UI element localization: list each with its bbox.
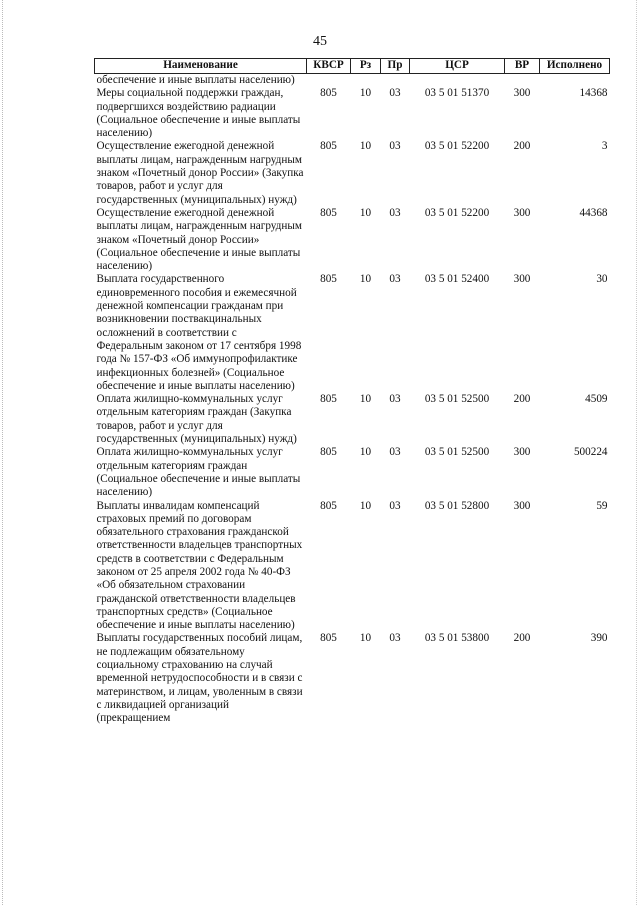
row-pr: 03: [389, 499, 401, 512]
row-name: Осуществление ежегодной денежной выплаты лицам, награжденным нагрудным знаком «Почетный донор России» (Закупка товаров, работ и услуг для государственных (муниципальных) нужд): [96, 140, 304, 206]
row-pr: 03: [389, 140, 401, 153]
row-name: Оплата жилищно-коммунальных услуг отдельным категориям граждан (Закупка товаров, работ и услуг для государственных (муниципальных) нужд): [96, 393, 297, 446]
table-header: [95, 59, 610, 74]
row-done: 44368: [579, 206, 608, 219]
table-row: [95, 393, 610, 446]
row-kvsr: 805: [320, 632, 337, 645]
row-rz: [351, 74, 381, 88]
row-pr: 03: [389, 446, 401, 459]
row-csr: 03 5 01 52500: [424, 393, 490, 406]
row-csr: 03 5 01 52200: [424, 140, 490, 153]
table-row: [95, 87, 610, 140]
row-csr: 03 5 01 51370: [424, 87, 490, 100]
row-done: 59: [596, 499, 608, 512]
header-name: Наименование: [95, 59, 307, 74]
row-kvsr: 805: [320, 273, 337, 286]
table-row: [95, 632, 610, 725]
row-pr: 03: [389, 393, 401, 406]
table-row: [95, 446, 610, 499]
row-name: Оплата жилищно-коммунальных услуг отдельным категориям граждан (Социальное обеспечение и иные выплаты населению): [96, 446, 301, 499]
row-done: 4509: [585, 393, 608, 406]
header-kvsr: КВСР: [307, 59, 351, 74]
header-rz: Рз: [351, 59, 381, 74]
row-pr: [381, 74, 410, 88]
row-pr: 03: [389, 632, 401, 645]
row-vr: 300: [513, 499, 531, 512]
row-done: 3: [601, 140, 608, 153]
row-name: Выплаты инвалидам компенсаций страховых премий по договорам обязательного страхования гражданской ответственности владельцев транспортных средств в соответствии с Федеральным законом от 25 апреля 2002 года № 40-ФЗ «Об обязательном страховании гражданской ответственности владельцев транспортных средств» (Социальное обеспечение и иные выплаты населению): [96, 499, 303, 632]
row-done: 500224: [573, 446, 608, 459]
row-name: Выплаты государственных пособий лицам, не подлежащим обязательному социальному страхованию на случай временной нетрудоспособности и в связи с материнством, и лицам, уволенным в связи с ликвидацией организаций (прекращением: [96, 632, 303, 725]
row-csr: 03 5 01 52200: [424, 206, 490, 219]
row-done: 390: [590, 632, 608, 645]
table-row: [95, 140, 610, 206]
row-vr: [505, 74, 540, 88]
row-kvsr: 805: [320, 499, 337, 512]
row-kvsr: 805: [320, 393, 337, 406]
row-rz: 10: [359, 273, 372, 286]
row-vr: 200: [513, 393, 531, 406]
row-pr: 03: [389, 206, 401, 219]
table-body: [95, 74, 610, 726]
row-vr: 300: [513, 446, 531, 459]
table-row: [95, 74, 610, 88]
row-vr: 300: [513, 273, 531, 286]
row-rz: 10: [359, 206, 372, 219]
row-rz: 10: [359, 87, 372, 100]
row-name: Выплата государственного единовременного пособия и ежемесячной денежной компенсации гражданам при возникновении поствакцинальных осложнений в соответствии с Федеральным законом от 17 сентября 1998 года № 157-ФЗ «Об иммунопрофилактике инфекционных болезней» (Социальное обеспечение и иные выплаты населению): [96, 273, 302, 392]
row-name: Меры социальной поддержки граждан, подвергшихся воздействию радиации (Социальное обеспечение и иные выплаты населению): [96, 87, 301, 140]
table-row: [95, 500, 610, 633]
page-number: 45: [313, 34, 327, 49]
row-csr: 03 5 01 52500: [424, 446, 490, 459]
scan-edge-left: [2, 0, 4, 905]
header-row: [95, 59, 610, 74]
row-rz: 10: [359, 632, 372, 645]
row-rz: 10: [359, 446, 372, 459]
row-done: 14368: [579, 87, 608, 100]
table-row: [95, 273, 610, 393]
header-vr: ВР: [505, 59, 540, 74]
row-rz: 10: [359, 393, 372, 406]
row-vr: 200: [513, 140, 531, 153]
row-pr: 03: [389, 87, 401, 100]
header-done: Исполнено: [540, 59, 610, 74]
row-vr: 300: [513, 206, 531, 219]
row-csr: 03 5 01 53800: [424, 632, 490, 645]
row-done: 30: [596, 273, 608, 286]
row-csr: [410, 74, 505, 88]
row-kvsr: [307, 74, 351, 88]
row-kvsr: 805: [320, 140, 337, 153]
row-rz: 10: [359, 499, 372, 512]
row-vr: 300: [513, 87, 531, 100]
row-pr: 03: [389, 273, 401, 286]
budget-execution-table: [94, 58, 610, 726]
table-row: [95, 207, 610, 273]
row-rz: 10: [359, 140, 372, 153]
row-csr: 03 5 01 52400: [424, 273, 490, 286]
row-kvsr: 805: [320, 446, 337, 459]
row-name: Осуществление ежегодной денежной выплаты лицам, награжденным нагрудным знаком «Почетный донор России» (Социальное обеспечение и иные выплаты населению): [96, 206, 302, 273]
row-csr: 03 5 01 52800: [424, 499, 490, 512]
row-name: обеспечение и иные выплаты населению): [96, 74, 295, 86]
row-done: [540, 74, 610, 88]
header-csr: ЦСР: [410, 59, 505, 74]
scan-edge-right: [636, 0, 638, 905]
row-kvsr: 805: [320, 206, 337, 219]
row-vr: 200: [513, 632, 531, 645]
row-kvsr: 805: [320, 87, 337, 100]
header-pr: Пр: [381, 59, 410, 74]
